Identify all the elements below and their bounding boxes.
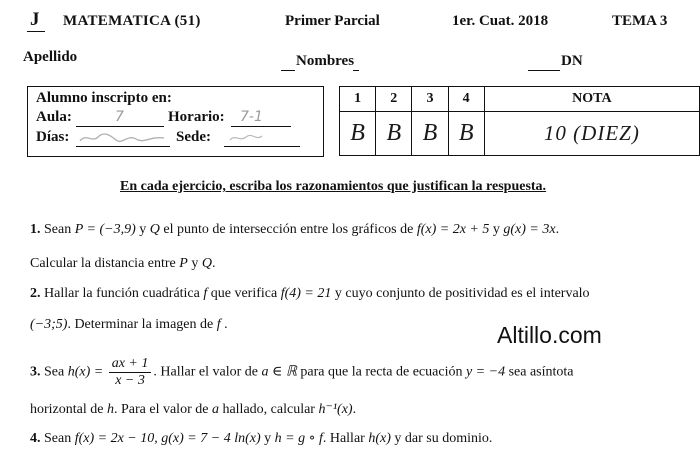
grade-header-3: 3 — [412, 87, 448, 112]
exercise-1-number: 1. — [30, 222, 41, 237]
fraction-numerator: ax + 1 — [109, 356, 152, 373]
text: . Determinar la imagen de — [67, 317, 214, 332]
exercise-1-line-2 — [30, 256, 215, 272]
point-p-definition: P = (−3,9) — [74, 222, 136, 237]
positivity-interval: (−3;5) — [30, 317, 68, 332]
exam-letter-underline — [27, 31, 45, 32]
text: . Hallar el valor de — [153, 364, 258, 380]
exercise-4-line-1 — [30, 430, 492, 447]
grade-header-2: 2 — [376, 87, 412, 112]
grade-value-3: B — [412, 112, 448, 156]
grade-table-values-row — [340, 112, 700, 156]
text: . Para el valor de — [113, 402, 209, 417]
function-h-of-x: h(x) — [368, 431, 391, 446]
text: sea asíntota — [508, 364, 574, 380]
grade-value-1: B — [340, 112, 376, 156]
text: . — [555, 222, 560, 237]
text: para que la recta de ecuación — [300, 364, 463, 380]
text: que verifica — [210, 286, 278, 301]
exercise-3-line-2 — [30, 401, 356, 418]
grade-header-4: 4 — [448, 87, 484, 112]
aula-underline — [76, 126, 164, 127]
text: , — [154, 431, 158, 446]
horario-underline — [231, 126, 291, 127]
point-q: Q — [201, 256, 212, 271]
text: hallado, calcular — [222, 402, 315, 417]
grade-value-2: B — [376, 112, 412, 156]
text: y dar su dominio. — [394, 431, 493, 446]
condition-f4: f(4) = 21 — [280, 286, 332, 301]
text: el punto de intersección entre los gráficos de — [163, 222, 414, 237]
text: . — [352, 402, 357, 417]
text: y cuyo conjunto de positividad es el intervalo — [334, 286, 590, 301]
grade-header-1: 1 — [340, 87, 376, 112]
exam-name: Primer Parcial — [285, 13, 380, 29]
composition-definition: h = g ∘ f — [274, 431, 323, 446]
function-f-definition: f(x) = 2x − 10 — [74, 431, 155, 446]
exam-letter: J — [30, 9, 40, 30]
function-g-definition: g(x) = 7 − 4 ln(x) — [161, 431, 261, 446]
exercise-2-line-2 — [30, 317, 228, 333]
dn-label: DN — [561, 53, 583, 69]
exercise-3-number: 3. — [30, 364, 41, 380]
function-g-definition: g(x) = 3x — [503, 222, 556, 237]
final-grade: 10 (DIEZ) — [484, 112, 699, 156]
text: . — [211, 256, 216, 271]
horario-value: 7-1 — [240, 109, 263, 125]
sede-underline — [224, 146, 300, 147]
exercise-3-line-1 — [30, 356, 574, 389]
apellido-label: Apellido — [23, 49, 78, 65]
grade-table — [339, 86, 700, 156]
exercise-4-number: 4. — [30, 431, 41, 446]
student-box-title: Alumno inscripto en: — [36, 90, 172, 106]
nombres-label: Nombres — [296, 53, 355, 69]
a-in-reals: a ∈ ℝ — [261, 364, 297, 380]
text: . — [224, 317, 228, 332]
function-h-fraction — [109, 356, 152, 389]
text: y — [264, 431, 272, 446]
instructions-text: En cada ejercicio, escriba los razonamientos que justifican la respuesta. — [120, 179, 547, 194]
grade-header-nota: NOTA — [484, 87, 699, 112]
text: y — [191, 256, 199, 271]
function-f: f — [203, 286, 208, 301]
text: Sean — [44, 431, 72, 446]
text: Sea — [44, 364, 65, 380]
watermark-logo: Altillo.com — [497, 322, 602, 348]
text: y — [492, 222, 500, 237]
fraction-denominator: x − 3 — [115, 373, 145, 388]
text: Hallar la función cuadrática — [44, 286, 200, 301]
text: . Hallar — [322, 431, 365, 446]
exam-term: 1er. Cuat. 2018 — [452, 13, 549, 29]
dias-handwriting-scribble — [78, 131, 166, 145]
dias-label: Días: — [36, 129, 70, 145]
sede-handwriting-scribble — [228, 132, 264, 144]
function-f: f — [216, 317, 221, 332]
grade-table-header-row — [340, 87, 700, 112]
sede-label: Sede: — [176, 129, 211, 145]
parameter-a: a — [211, 402, 219, 417]
point-p: P — [179, 256, 188, 271]
inverse-function: h⁻¹(x) — [318, 402, 353, 417]
point-q: Q — [149, 222, 160, 237]
text: y — [139, 222, 147, 237]
exercise-2-number: 2. — [30, 286, 41, 301]
horario-label: Horario: — [168, 109, 225, 125]
aula-label: Aula: — [36, 109, 72, 125]
nombres-underline-end — [353, 70, 359, 71]
grade-value-4: B — [448, 112, 484, 156]
dn-underline — [528, 70, 560, 71]
nombres-underline — [281, 70, 295, 71]
asymptote-equation: y = −4 — [465, 364, 506, 380]
function-f-definition: f(x) = 2x + 5 — [416, 222, 490, 237]
function-h-lhs: h(x) = — [67, 364, 104, 380]
function-h: h — [106, 402, 114, 417]
dias-underline — [76, 146, 170, 147]
text: Calcular la distancia entre — [30, 256, 176, 271]
exercise-2-line-1 — [30, 286, 590, 302]
exercise-1-line-1 — [30, 222, 559, 238]
text: Sean — [44, 222, 72, 237]
aula-value: 7 — [115, 109, 124, 125]
exam-topic: TEMA 3 — [612, 13, 668, 29]
subject-title: MATEMATICA (51) — [63, 13, 201, 29]
text: horizontal de — [30, 402, 104, 417]
